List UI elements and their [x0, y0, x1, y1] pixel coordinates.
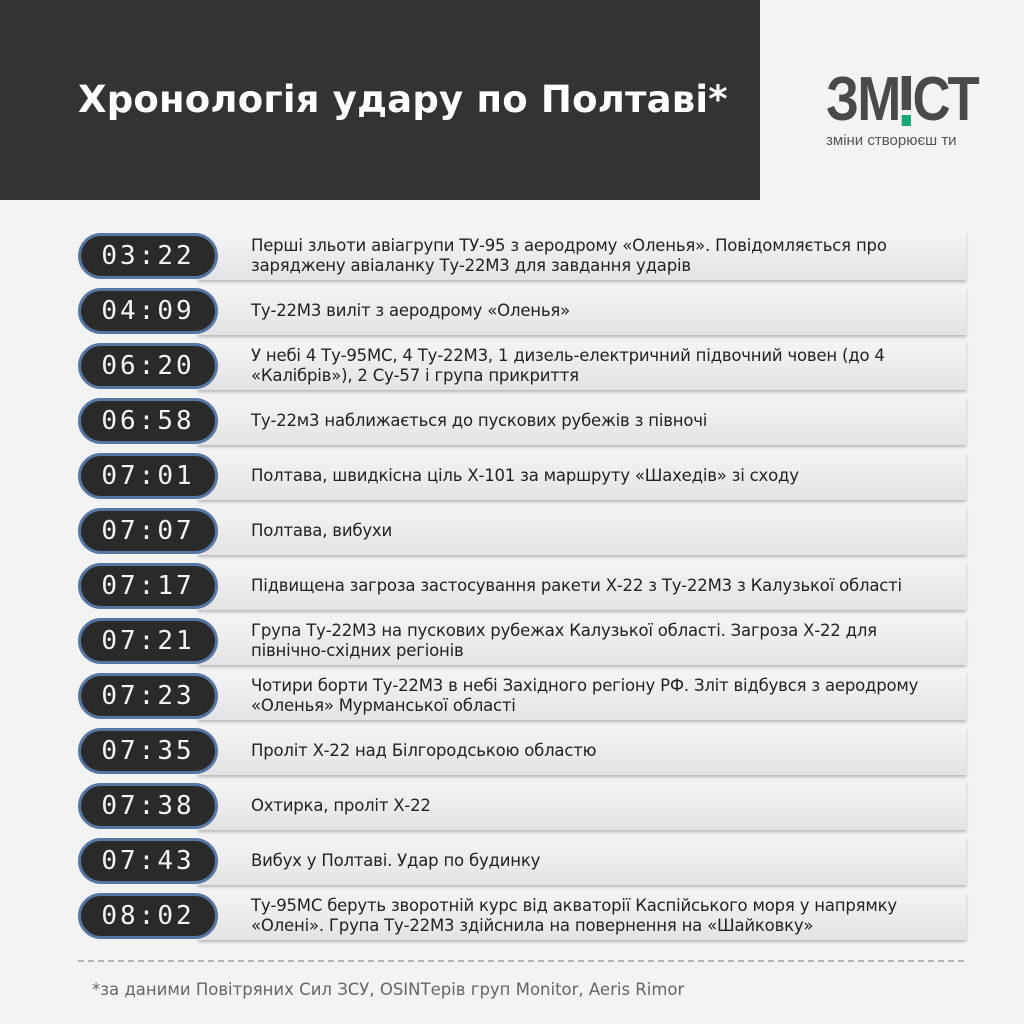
event-description: Охтирка, проліт Х-22 [251, 796, 431, 815]
event-description: Ту-22М3 виліт з аеродрому «Оленья» [251, 301, 571, 320]
timeline-row [78, 892, 966, 940]
event-description: Проліт Х-22 над Білгородською областю [251, 741, 597, 760]
event-description: Полтава, швидкісна ціль Х-101 за маршруту «Шахедів» зі сходу [251, 466, 799, 485]
logo-dot-icon [902, 115, 911, 126]
time-badge: 07:23 [78, 673, 218, 719]
event-text [251, 837, 956, 885]
timeline-row [78, 782, 966, 830]
time-badge: 07:35 [78, 728, 218, 774]
event-text [251, 672, 956, 720]
event-description: Чотири борти Ту-22М3 в небі Західного регіону РФ. Зліт відбувся з аеродрому «Оленья» Мурманської області [251, 676, 919, 715]
timeline-row [78, 507, 966, 555]
event-description: Вибух у Полтаві. Удар по будинку [251, 851, 541, 870]
time-badge: 07:07 [78, 508, 218, 554]
time-badge: 07:38 [78, 783, 218, 829]
timeline-row [78, 837, 966, 885]
event-text [251, 232, 956, 280]
event-description: У небі 4 Ту-95МС, 4 Ту-22М3, 1 дизель-електричний підвочний човен (до 4 «Калібрів»), 2 Су-57 і група прикриття [251, 346, 885, 385]
footnote: *за даними Повітряних Сил ЗСУ, OSINTерів груп Monitor, Aeris Rimor [92, 980, 685, 999]
timeline-row [78, 672, 966, 720]
time-badge: 08:02 [78, 893, 218, 939]
time-badge: 07:01 [78, 453, 218, 499]
logo-tagline: зміни створюєш ти [826, 132, 957, 149]
timeline-row [78, 562, 966, 610]
event-text [251, 892, 956, 940]
event-text [251, 287, 956, 335]
event-text [251, 782, 956, 830]
time-badge: 06:20 [78, 343, 218, 389]
event-text [251, 617, 956, 665]
event-description: Ту-95МС беруть зворотній курс від акваторії Каспійського моря у напрямку «Олені». Група Ту-22М3 здійснила на повернення на «Шайковку» [251, 896, 897, 935]
time-badge: 07:21 [78, 618, 218, 664]
logo-wordmark [826, 65, 979, 134]
event-description: Ту-22м3 наближається до пускових рубежів з півночі [251, 411, 708, 430]
event-text [251, 562, 956, 610]
event-text [251, 397, 956, 445]
timeline-row [78, 452, 966, 500]
event-text [251, 452, 956, 500]
timeline-row [78, 617, 966, 665]
page-title: Хронологія удару по Полтаві* [78, 78, 728, 121]
event-description: Група Ту-22М3 на пускових рубежах Калузької області. Загроза Х-22 для північно-східних регіонів [251, 621, 877, 660]
time-badge: 04:09 [78, 288, 218, 334]
time-badge: 07:17 [78, 563, 218, 609]
time-badge: 07:43 [78, 838, 218, 884]
timeline-row [78, 287, 966, 335]
logo [826, 65, 979, 149]
logo-text-b: СТ [912, 65, 979, 134]
timeline-row [78, 232, 966, 280]
divider [78, 960, 964, 962]
logo-text-a: ЗМ [826, 65, 900, 134]
timeline [78, 232, 966, 947]
timeline-row [78, 727, 966, 775]
event-description: Підвищена загроза застосування ракети Х-22 з Ту-22М3 з Калузької області [251, 576, 902, 595]
event-text [251, 507, 956, 555]
header-banner [0, 0, 760, 200]
event-description: Полтава, вибухи [251, 521, 392, 540]
event-text [251, 727, 956, 775]
time-badge: 06:58 [78, 398, 218, 444]
time-badge: 03:22 [78, 233, 218, 279]
logo-bang [900, 70, 913, 130]
timeline-row [78, 342, 966, 390]
event-description: Перші зльоти авіагрупи ТУ-95 з аеродрому «Оленья». Повідомляється про заряджену авіаланку Ту-22М3 для завдання ударів [251, 236, 887, 275]
timeline-row [78, 397, 966, 445]
event-text [251, 342, 956, 390]
